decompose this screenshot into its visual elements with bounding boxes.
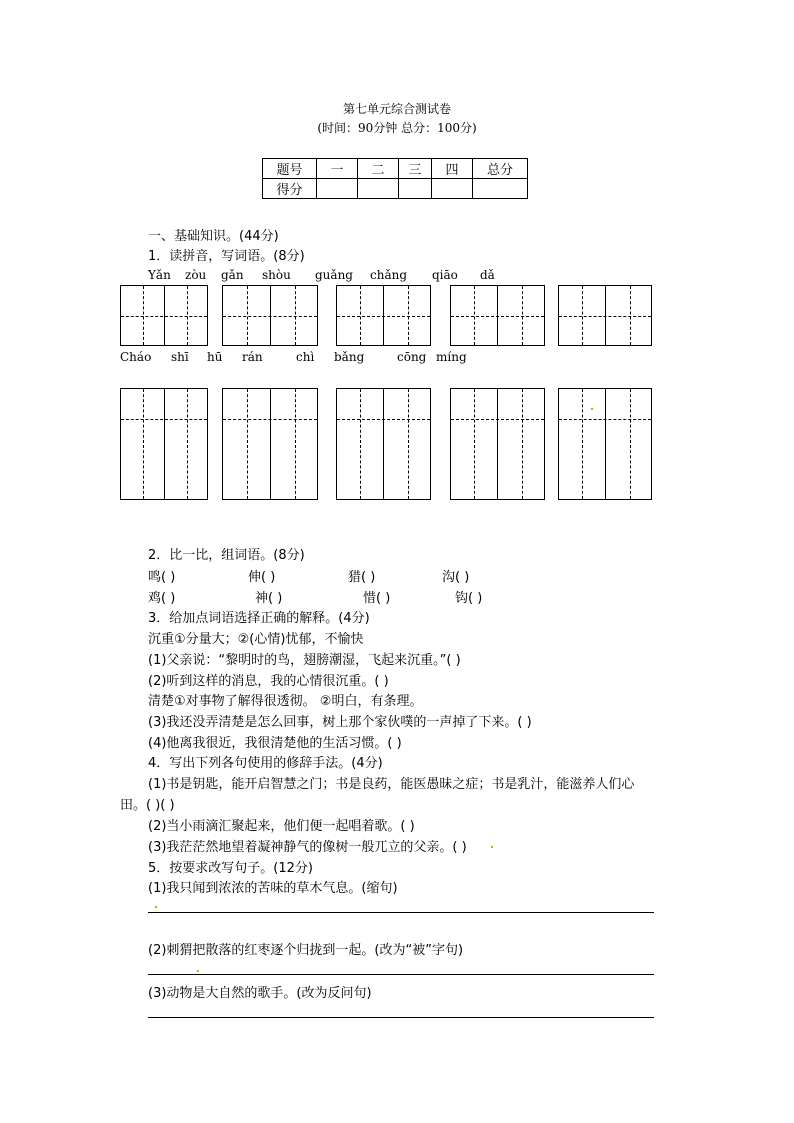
- definition: 清楚①对事物了解得很透彻。 ②明白，有条理。: [148, 694, 423, 709]
- ink-speck: [491, 846, 493, 848]
- score-header-cell: 三: [399, 159, 432, 179]
- q1-label: 1．读拼音，写词语。(8分): [148, 249, 305, 264]
- pinyin: Yǎn: [148, 268, 171, 282]
- pinyin: shī: [171, 350, 189, 364]
- pinyin: chǎng: [370, 268, 408, 282]
- question-sentence[interactable]: (3)我还没弄清楚是怎么回事，树上那个家伙噗的一声掉了下来。( ): [148, 715, 532, 730]
- question-sentence: (2)刺猬把散落的红枣逐个归拢到一起。(改为“被”字句): [148, 943, 464, 958]
- score-input-cell[interactable]: [432, 179, 473, 199]
- question-sentence[interactable]: (3)我茫茫然地望着凝神静气的像树一般兀立的父亲。( ): [148, 840, 467, 855]
- writing-grid[interactable]: [120, 388, 208, 500]
- pinyin: hū: [207, 350, 223, 364]
- answer-line[interactable]: [148, 1017, 654, 1018]
- page-subtitle: (时间：90分钟 总分：100分): [317, 121, 477, 135]
- q5-label: 5．按要求改写句子。(12分): [148, 861, 313, 876]
- writing-grid[interactable]: [450, 388, 545, 500]
- q3-label: 3．给加点词语选择正确的解释。(4分): [148, 611, 370, 626]
- page-title: 第七单元综合测试卷: [342, 102, 451, 116]
- compare-item[interactable]: 惜( ): [363, 591, 391, 606]
- compare-item[interactable]: 沟( ): [442, 570, 470, 585]
- pinyin: rán: [242, 350, 263, 364]
- ink-speck: [197, 970, 199, 972]
- writing-grid[interactable]: [222, 285, 318, 346]
- writing-grid[interactable]: [450, 285, 545, 346]
- pinyin: Cháo: [120, 350, 152, 364]
- pinyin: shòu: [262, 268, 291, 282]
- score-header-cell: 四: [432, 159, 473, 179]
- score-header-cell: 一: [317, 159, 358, 179]
- writing-grid[interactable]: [222, 388, 318, 500]
- score-header-cell: 总分: [473, 159, 528, 179]
- question-sentence[interactable]: (1)父亲说：“黎明时的鸟，翅膀潮湿，飞起来沉重。”( ): [148, 653, 461, 668]
- answer-line[interactable]: [148, 912, 654, 913]
- compare-item[interactable]: 鸡( ): [148, 591, 176, 606]
- pinyin: dǎ: [480, 268, 495, 282]
- pinyin: míng: [436, 350, 467, 364]
- question-sentence: (3)动物是大自然的歌手。(改为反问句): [148, 986, 372, 1001]
- q4-label: 4．写出下列各句使用的修辞手法。(4分): [148, 756, 383, 771]
- question-sentence[interactable]: (4)他离我很近，我很清楚他的生活习惯。( ): [148, 736, 402, 751]
- question-sentence: (1)我只闻到浓浓的苦味的草木气息。(缩句): [148, 881, 398, 896]
- compare-item[interactable]: 鸣( ): [148, 570, 176, 585]
- ink-speck: [591, 408, 593, 410]
- q2-label: 2．比一比，组词语。(8分): [148, 548, 305, 563]
- pinyin: gǎn: [221, 268, 244, 282]
- writing-grid[interactable]: [336, 388, 431, 500]
- writing-grid[interactable]: [336, 285, 431, 346]
- pinyin: qiāo: [432, 268, 458, 282]
- score-input-cell[interactable]: [317, 179, 358, 199]
- score-row-label: 得分: [263, 179, 317, 199]
- writing-grid[interactable]: [120, 285, 208, 346]
- definition: 沉重①分量大；②(心情)忧郁，不愉快: [148, 632, 364, 647]
- score-input-cell[interactable]: [399, 179, 432, 199]
- question-sentence[interactable]: 田。( )( ): [120, 798, 175, 813]
- score-header-cell: 题号: [263, 159, 317, 179]
- question-sentence[interactable]: (2)当小雨滴汇聚起来，他们便一起唱着歌。( ): [148, 819, 415, 834]
- pinyin: zòu: [185, 268, 207, 282]
- score-header-cell: 二: [358, 159, 399, 179]
- score-table: [262, 158, 528, 199]
- pinyin: guǎng: [315, 268, 353, 282]
- section-heading: 一、基础知识。(44分): [148, 229, 279, 244]
- pinyin: cōng: [397, 350, 427, 364]
- score-input-cell[interactable]: [358, 179, 399, 199]
- score-input-cell[interactable]: [473, 179, 528, 199]
- question-sentence: (1)书是钥匙，能开启智慧之门；书是良药，能医愚昧之症；书是乳汁，能滋养人们心: [148, 777, 635, 792]
- compare-item[interactable]: 伸( ): [248, 570, 276, 585]
- pinyin: bǎng: [334, 350, 365, 364]
- writing-grid[interactable]: [558, 285, 652, 346]
- question-sentence[interactable]: (2)听到这样的消息，我的心情很沉重。( ): [148, 674, 389, 689]
- ink-speck: [155, 906, 157, 908]
- compare-item[interactable]: 钩( ): [455, 591, 483, 606]
- writing-grid[interactable]: [558, 388, 652, 500]
- pinyin: chì: [296, 350, 315, 364]
- answer-line[interactable]: [148, 974, 654, 975]
- compare-item[interactable]: 神( ): [255, 591, 283, 606]
- compare-item[interactable]: 猎( ): [348, 570, 376, 585]
